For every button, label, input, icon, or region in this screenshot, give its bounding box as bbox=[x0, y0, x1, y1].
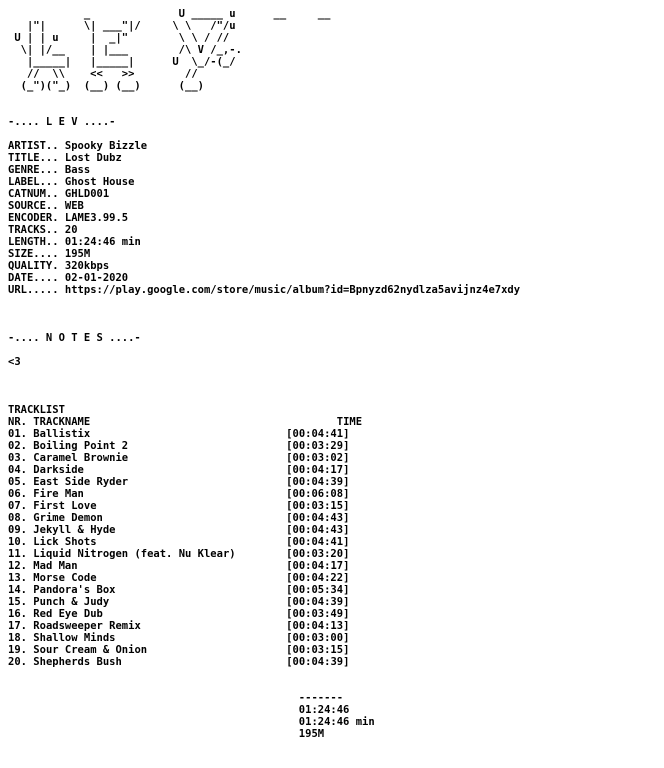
track-time: [00:03:20] bbox=[286, 548, 350, 560]
info-value: Lost Dubz bbox=[64, 152, 122, 164]
track-row bbox=[8, 524, 520, 536]
info-row bbox=[8, 188, 520, 200]
track-number: 01. bbox=[8, 428, 27, 440]
track-number: 15. bbox=[8, 596, 27, 608]
logo-line: U | | u | _|" \ \ / // bbox=[8, 32, 230, 44]
track-row bbox=[8, 500, 520, 512]
track-time: [00:03:02] bbox=[286, 452, 350, 464]
track-row bbox=[8, 644, 520, 656]
track-row bbox=[8, 656, 520, 668]
track-name: Morse Code bbox=[33, 572, 97, 584]
track-name: Sour Cream & Onion bbox=[33, 644, 148, 656]
info-key: LABEL... bbox=[8, 176, 59, 188]
info-value: Ghost House bbox=[64, 176, 135, 188]
track-name: Ballistix bbox=[33, 428, 91, 440]
notes-text: <3 bbox=[8, 356, 21, 368]
track-time: [00:04:43] bbox=[286, 512, 350, 524]
totals-length: 01:24:46 bbox=[298, 704, 350, 716]
track-time: [00:04:13] bbox=[286, 620, 350, 632]
track-row bbox=[8, 596, 520, 608]
info-row bbox=[8, 152, 520, 164]
track-name: East Side Ryder bbox=[33, 476, 129, 488]
notes-header: -.... N O T E S ....- bbox=[8, 332, 141, 344]
info-key: ENCODER. bbox=[8, 212, 59, 224]
track-time: [00:05:34] bbox=[286, 584, 350, 596]
track-number: 05. bbox=[8, 476, 27, 488]
track-number: 02. bbox=[8, 440, 27, 452]
info-key: QUALITY. bbox=[8, 260, 59, 272]
track-time: [00:04:43] bbox=[286, 524, 350, 536]
track-row bbox=[8, 476, 520, 488]
track-name: Shepherds Bush bbox=[33, 656, 122, 668]
track-row bbox=[8, 584, 520, 596]
track-row bbox=[8, 632, 520, 644]
track-list bbox=[8, 428, 520, 668]
track-time: [00:04:41] bbox=[286, 428, 350, 440]
logo-line: \| |/__ | |___ /\ V /_,-. bbox=[8, 44, 242, 56]
info-key: GENRE... bbox=[8, 164, 59, 176]
track-name: Liquid Nitrogen (feat. Nu Klear) bbox=[33, 548, 236, 560]
track-number: 14. bbox=[8, 584, 27, 596]
col-time: TIME bbox=[336, 416, 363, 428]
info-value: 01:24:46 min bbox=[64, 236, 141, 248]
track-time: [00:04:41] bbox=[286, 536, 350, 548]
track-name: Shallow Minds bbox=[33, 632, 116, 644]
info-value: 320kbps bbox=[64, 260, 110, 272]
info-value: 20 bbox=[64, 224, 78, 236]
logo-line: |"| \| ___"|/ \ \ /"/u bbox=[8, 20, 236, 32]
info-row bbox=[8, 140, 520, 152]
track-time: [00:03:15] bbox=[286, 500, 350, 512]
info-row bbox=[8, 224, 520, 236]
track-time: [00:04:39] bbox=[286, 656, 350, 668]
track-number: 07. bbox=[8, 500, 27, 512]
track-time: [00:03:15] bbox=[286, 644, 350, 656]
nfo-document bbox=[8, 8, 520, 740]
info-value: GHLD001 bbox=[64, 188, 110, 200]
track-number: 17. bbox=[8, 620, 27, 632]
info-value: Spooky Bizzle bbox=[64, 140, 148, 152]
track-name: First Love bbox=[33, 500, 97, 512]
track-number: 08. bbox=[8, 512, 27, 524]
track-number: 10. bbox=[8, 536, 27, 548]
track-name: Fire Man bbox=[33, 488, 84, 500]
track-row bbox=[8, 548, 520, 560]
track-number: 16. bbox=[8, 608, 27, 620]
info-key: SOURCE.. bbox=[8, 200, 59, 212]
info-value: 02-01-2020 bbox=[64, 272, 129, 284]
info-key: TRACKS.. bbox=[8, 224, 59, 236]
track-time: [00:04:39] bbox=[286, 596, 350, 608]
info-row bbox=[8, 212, 520, 224]
info-key: SIZE.... bbox=[8, 248, 59, 260]
track-time: [00:04:17] bbox=[286, 560, 350, 572]
track-row bbox=[8, 428, 520, 440]
track-number: 19. bbox=[8, 644, 27, 656]
track-name: Caramel Brownie bbox=[33, 452, 129, 464]
track-row bbox=[8, 608, 520, 620]
track-row bbox=[8, 488, 520, 500]
track-number: 11. bbox=[8, 548, 27, 560]
track-name: Pandora's Box bbox=[33, 584, 116, 596]
track-name: Lick Shots bbox=[33, 536, 97, 548]
track-time: [00:03:00] bbox=[286, 632, 350, 644]
track-name: Mad Man bbox=[33, 560, 78, 572]
track-row bbox=[8, 560, 520, 572]
col-nr: NR. bbox=[8, 416, 27, 428]
track-name: Boiling Point 2 bbox=[33, 440, 129, 452]
info-row bbox=[8, 176, 520, 188]
track-row bbox=[8, 512, 520, 524]
info-row bbox=[8, 164, 520, 176]
info-key: ARTIST.. bbox=[8, 140, 59, 152]
logo-line: _ U _____ u __ __ bbox=[8, 8, 331, 20]
logo-line: |_____| |_____| U \_/-(_/ bbox=[8, 56, 236, 68]
info-row bbox=[8, 284, 520, 296]
track-row bbox=[8, 620, 520, 632]
track-name: Darkside bbox=[33, 464, 84, 476]
col-trackname: TRACKNAME bbox=[33, 416, 91, 428]
info-key: DATE.... bbox=[8, 272, 59, 284]
info-value: WEB bbox=[64, 200, 84, 212]
track-number: 18. bbox=[8, 632, 27, 644]
track-row bbox=[8, 536, 520, 548]
track-time: [00:04:22] bbox=[286, 572, 350, 584]
logo-line: (_")("_) (__) (__) (__) bbox=[8, 80, 204, 92]
track-row bbox=[8, 464, 520, 476]
track-number: 04. bbox=[8, 464, 27, 476]
track-time: [00:04:39] bbox=[286, 476, 350, 488]
track-name: Jekyll & Hyde bbox=[33, 524, 116, 536]
track-name: Punch & Judy bbox=[33, 596, 110, 608]
track-number: 13. bbox=[8, 572, 27, 584]
info-key: TITLE... bbox=[8, 152, 59, 164]
section-header: -.... L E V ....- bbox=[8, 116, 116, 128]
info-row bbox=[8, 260, 520, 272]
track-name: Grime Demon bbox=[33, 512, 103, 524]
track-name: Roadsweeper Remix bbox=[33, 620, 141, 632]
track-row bbox=[8, 440, 520, 452]
logo-line: // \\ << >> // bbox=[8, 68, 198, 80]
tracklist-title: TRACKLIST bbox=[8, 404, 65, 416]
track-time: [00:06:08] bbox=[286, 488, 350, 500]
info-value: LAME3.99.5 bbox=[64, 212, 129, 224]
track-number: 09. bbox=[8, 524, 27, 536]
info-row bbox=[8, 272, 520, 284]
totals-size: 195M bbox=[298, 728, 325, 740]
track-number: 20. bbox=[8, 656, 27, 668]
track-time: [00:04:17] bbox=[286, 464, 350, 476]
info-value: Bass bbox=[64, 164, 91, 176]
track-number: 06. bbox=[8, 488, 27, 500]
info-url[interactable]: https://play.google.com/store/music/album?id=Bpnyzd62nydlza5avijnz4e7xdy bbox=[64, 284, 521, 296]
track-name: Red Eye Dub bbox=[33, 608, 103, 620]
info-key: LENGTH.. bbox=[8, 236, 59, 248]
info-row bbox=[8, 200, 520, 212]
track-row bbox=[8, 572, 520, 584]
track-number: 12. bbox=[8, 560, 27, 572]
track-number: 03. bbox=[8, 452, 27, 464]
track-time: [00:03:49] bbox=[286, 608, 350, 620]
track-time: [00:03:29] bbox=[286, 440, 350, 452]
track-row bbox=[8, 452, 520, 464]
info-value: 195M bbox=[64, 248, 91, 260]
tracklist-header bbox=[8, 416, 520, 428]
info-key: URL..... bbox=[8, 284, 59, 296]
info-row bbox=[8, 236, 520, 248]
info-row bbox=[8, 248, 520, 260]
info-key: CATNUM.. bbox=[8, 188, 59, 200]
totals-rule: ------- bbox=[298, 692, 344, 704]
totals-length-min: 01:24:46 min bbox=[298, 716, 375, 728]
